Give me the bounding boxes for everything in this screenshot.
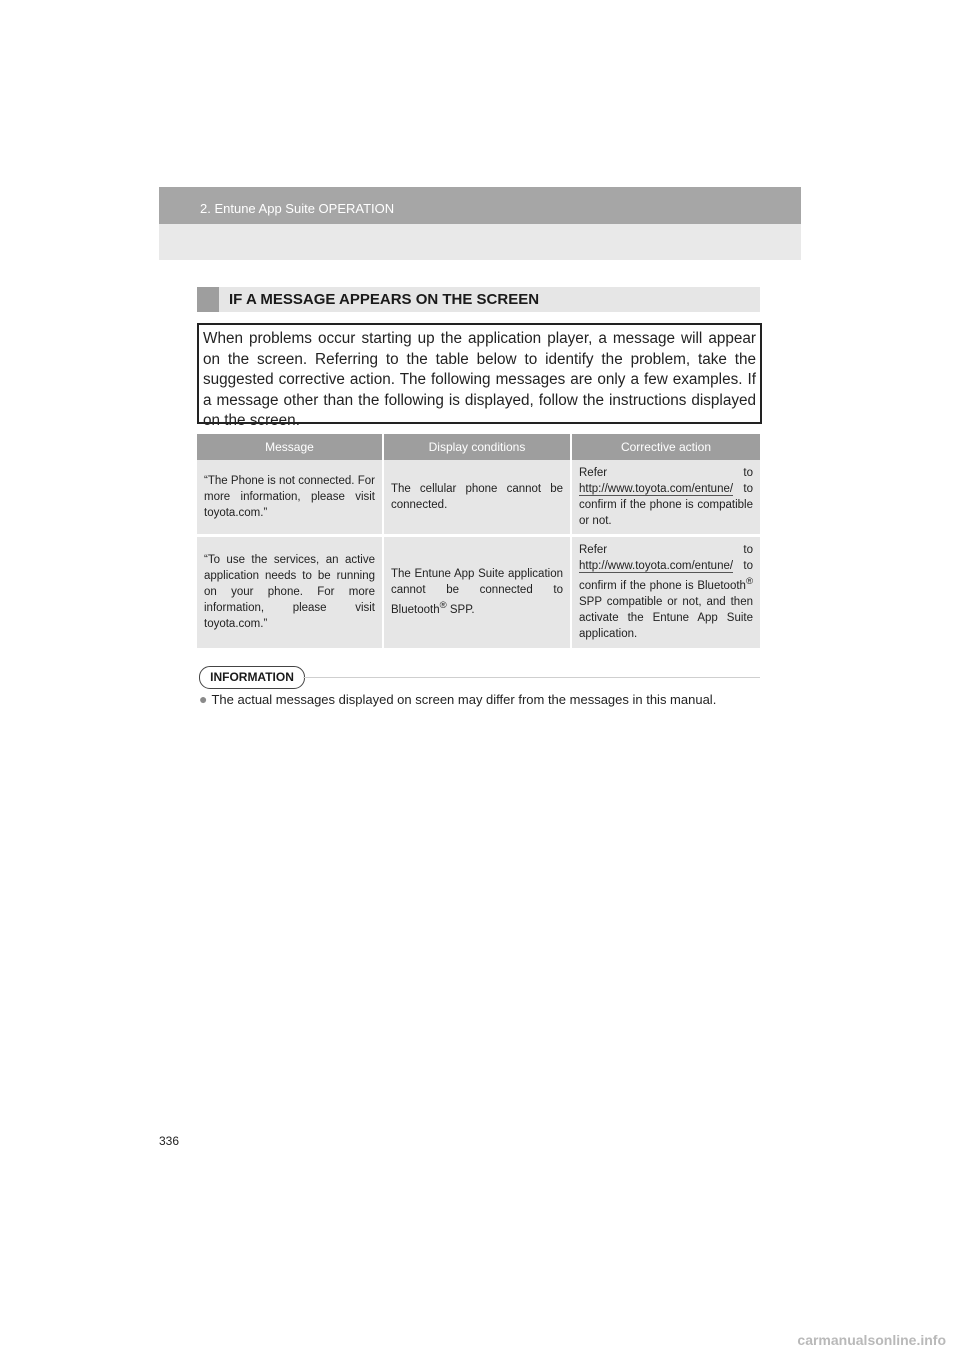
action-cell xyxy=(571,535,760,648)
registered-mark: ® xyxy=(745,576,753,588)
action-text: SPP compatible or not, and then activate the Entune App Suite application. xyxy=(579,596,753,641)
condition-text: SPP. xyxy=(446,604,475,617)
action-text: Refer to xyxy=(579,544,753,557)
bullet-icon: ● xyxy=(199,691,208,707)
information-text: The actual messages displayed on screen may differ from the messages in this manual. xyxy=(211,692,717,707)
toyota-entune-link[interactable]: http://www.toyota.com/entune/ xyxy=(579,560,734,573)
intro-box xyxy=(197,323,762,429)
information-divider xyxy=(303,677,760,678)
chapter-title: 2. Entune App Suite OPERATION xyxy=(200,201,395,216)
section-heading xyxy=(197,287,760,312)
column-header-action: Corrective action xyxy=(571,434,760,460)
intro-text: When problems occur starting up the application player, a message will appear on the screen. Referring to the table below to identify the problem, take the suggested corrective action. The following messages are only a few examples. If a message other than the following is displayed, follow the instructions displayed on the screen. xyxy=(203,330,756,429)
watermark: carmanualsonline.info xyxy=(797,1332,946,1348)
page-number: 336 xyxy=(159,1134,180,1148)
table-row xyxy=(197,535,760,648)
condition-cell: The cellular phone cannot be connected. xyxy=(383,460,571,535)
message-cell: “The Phone is not connected. For more information, please visit toyota.com.” xyxy=(197,460,383,535)
page-header xyxy=(159,187,801,260)
table-header-row xyxy=(197,434,760,460)
message-table xyxy=(197,434,760,648)
action-text: to confirm if the phone is Bluetooth xyxy=(579,560,753,593)
section-heading-text: IF A MESSAGE APPEARS ON THE SCREEN xyxy=(229,291,540,308)
column-header-message: Message xyxy=(197,434,383,460)
action-text: Refer to xyxy=(579,466,753,479)
action-cell xyxy=(571,460,760,535)
toyota-entune-link[interactable]: http://www.toyota.com/entune/ xyxy=(579,482,734,495)
action-text: to confirm if the phone is compatible or not. xyxy=(579,482,753,527)
heading-marker xyxy=(197,287,219,312)
message-cell: “To use the services, an active application needs to be running on your phone. For more information, please visit toyota.com.” xyxy=(197,535,383,648)
table-row xyxy=(197,460,760,535)
information-item xyxy=(199,691,716,707)
registered-mark: ® xyxy=(439,600,447,612)
header-title-bar xyxy=(159,187,801,224)
column-header-conditions: Display conditions xyxy=(383,434,571,460)
information-badge: INFORMATION xyxy=(199,666,305,689)
condition-text: The Entune App Suite application cannot be connected to Bluetooth xyxy=(391,568,563,617)
condition-cell xyxy=(383,535,571,648)
